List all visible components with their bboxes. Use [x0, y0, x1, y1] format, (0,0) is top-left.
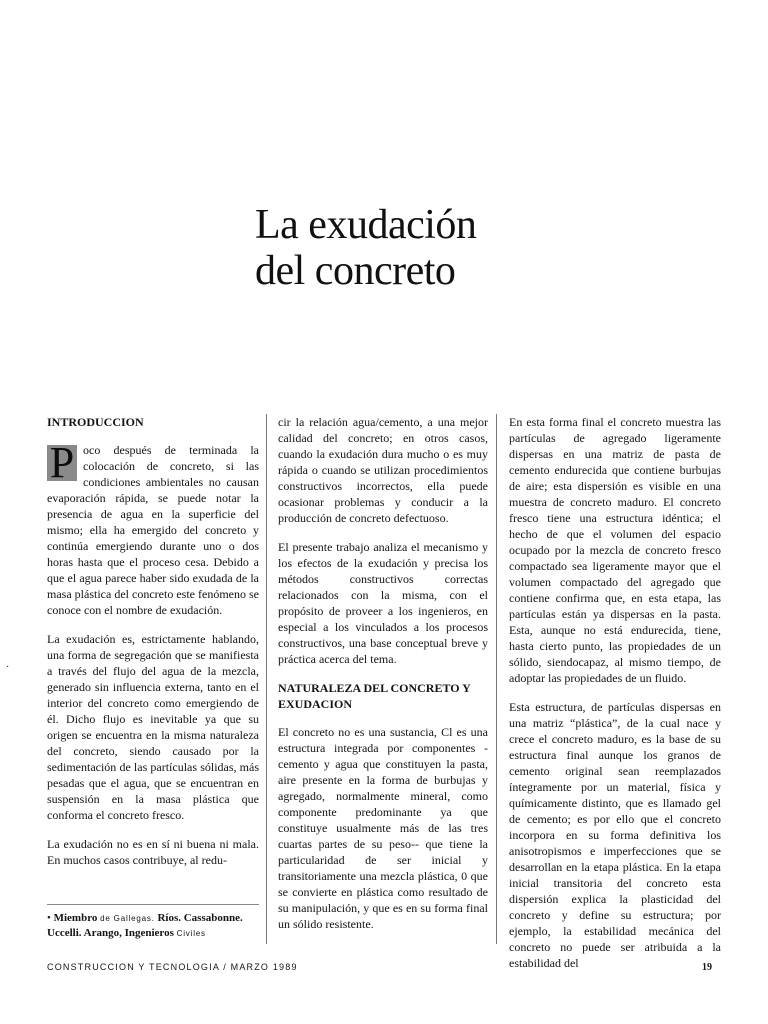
paragraph: En esta forma final el concreto muestra las partículas de agregado ligeramente dispersas en una matriz de pasta de cemento endurecida que contiene burbujas de aire; esta dispersión es visible en una muestra de concreto maduro. El concreto fresco tiene una estructura idéntica; el hecho de que el volumen del espacio ocupado por la mezcla de concreto fresco compactado sea ligeramente mayor que el volumen compactado del agregado que contiene confirma que, en esta etapa, las partículas están ya dispersas en la pasta. Esta, aunque no está endurecida, tiene, hasta cierto punto, las propiedades de un sólido, siendocapaz, al mismo tiempo, de adoptar las propiedades de un fluido.: [509, 415, 721, 685]
paragraph: El concreto no es una sustancia, Cl es una estructura integrada por componentes -cemento y agua que constituyen la pasta, aire presente en la forma de burbujas y agregado, normalmente mineral, como componente predominante ya que constituye usualmente más de las tres cuartas partes de su peso-- que tiene la particularidad de ser inicial y transitoriamente una mezcla plástica, 0 que se convierte en plástica como resultado de su manipulación, y que es en su forma final un sólido resistente.: [278, 725, 488, 931]
text-column-3: [509, 414, 721, 984]
running-footer: CONSTRUCCION Y TECNOLOGIA / MARZO 1989: [47, 962, 298, 972]
section-heading-naturaleza: NATURALEZA DEL CONCRETO Y EXUDACION: [278, 681, 471, 711]
title-line-2: del concreto: [255, 248, 456, 294]
page-number: 19: [702, 962, 712, 973]
scan-speck: ·: [6, 662, 10, 673]
footnote-firm-prefix: de Gallegas.: [100, 914, 155, 923]
paragraph: La exudación es, estrictamente hablando, una forma de segregación que se manifiesta a través del flujo del agua de la mezcla, generado sin influencia externa, tanto en el interior del concreto como emergiendo de él. Dicho flujo es inevitable ya que su origen se encuentra en la misma naturaleza del concreto, siendo causado por la sedimentación de las partículas sólidas, más pesadas que el agua, que se encuentran en suspensión en la masa plástica que conforma el concreto fresco.: [47, 632, 259, 822]
author-footnote: [47, 911, 262, 941]
paragraph: La exudación no es en sí ni buena ni mala. En muchos casos contribuye, al redu-: [47, 837, 259, 867]
article-title: [255, 202, 476, 294]
title-line-1: La exudación: [255, 202, 477, 248]
paragraph: El presente trabajo analiza el mecanismo y los efectos de la exudación y precisa los métodos constructivos correctas relacionados con la misma, con el propósito de proveer a los ingenieros, en especial a los vinculados a los procesos constructivos, una base conceptual breve y práctica acerca del tema.: [278, 540, 488, 666]
footnote-lead: Miembro: [53, 912, 98, 924]
footnote-firm-suffix: Civiles: [176, 929, 206, 938]
section-heading-introduccion: INTRODUCCION: [47, 415, 144, 429]
paragraph: [47, 438, 259, 618]
footnote-names: Ríos. Cassabonne. Uccelli. Arango, Ingenieros: [47, 912, 243, 939]
footnote-marker: •: [47, 912, 51, 924]
text-column-1: [47, 414, 259, 881]
column-divider: [496, 414, 497, 944]
paragraph-text: oco después de terminada la colocación de concreto, si las condiciones ambientales no causan evaporación rápida, se puede notar la presencia de agua en la superficie del mismo; ella ha emergido del concreto y continúa emergiendo durante uno o dos horas hasta que el proceso cesa. Debido a que el agua parece haber sido exudada de la masa plástica del concreto este fenómeno se conoce con el nombre de exudación.: [47, 443, 259, 617]
drop-cap: P: [47, 445, 77, 481]
text-column-2: [278, 414, 488, 945]
column-divider: [266, 414, 267, 944]
paragraph: cir la relación agua/cemento, a una mejor calidad del concreto; en otros casos, cuando la exudación dura mucho o es muy rápida o cuando se utilizan procedimientos constructivos incorrectos, ella puede ocasionar problemas y conducir a la producción de concreto defectuoso.: [278, 415, 488, 525]
paragraph: Esta estructura, de partículas dispersas en una matriz “plástica”, de la cual nace y crece el concreto maduro, es la base de su estructura final aunque los granos de cemento original sean reemplazados íntegramente por un material, física y químicamente distinto, que es llamado gel de cemento; es por ello que el concreto incorpora en su forma definitiva los anisotropismos e imperfecciones que se desarrollan en la etapa plástica. En la etapa inicial transitoria del concreto esta dispersión explica la plasticidad del concreto y define su estructura; por ejemplo, la estabilidad mecánica del concreto no puede ser atribuida a la estabilidad del: [509, 700, 721, 970]
footnote-divider: [47, 904, 259, 905]
